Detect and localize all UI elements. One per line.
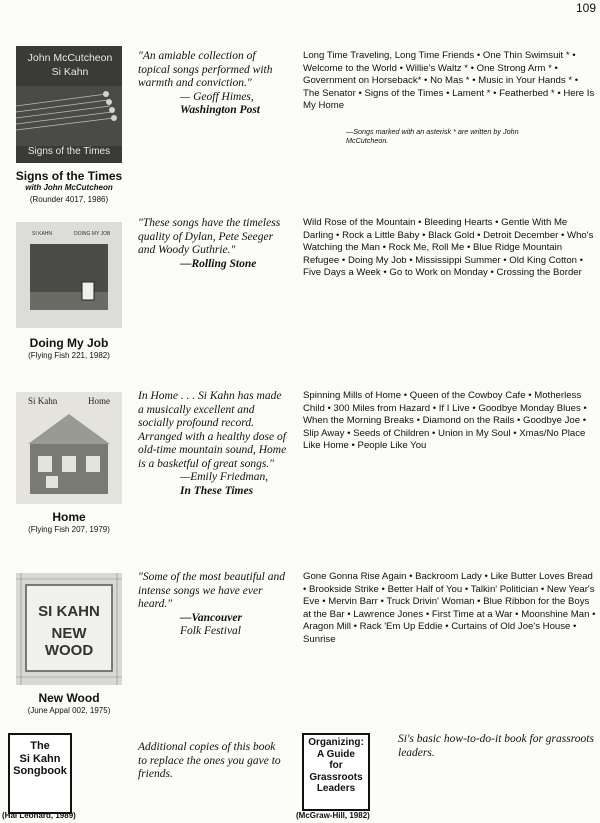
page-number: 109 xyxy=(575,1,596,15)
review-quote xyxy=(138,217,288,271)
book-cover-line: Grassroots xyxy=(309,771,363,783)
book-blurb: Additional copies of this book to replace the ones you gave to friends. xyxy=(138,741,281,780)
song-list: Spinning Mills of Home • Queen of the Cowboy Cafe • Motherless Child • 300 Miles from Hazard • If I Live • Goodbye Monday Blues • When the Morning Breaks • Diamond on the Rails • Goodbye Joe • Slip Away • Seeds of Children • Union in My Soul • Xmas/No Place Like Home • People Like You xyxy=(303,390,587,451)
song-list: Gone Gonna Rise Again • Backroom Lady • Like Butter Loves Bread • Brookside Strike • Better Half of You • Talkin' Politician • New Year's Eve • Mervin Barr • Truck Drivin' Woman • Blue Ribbon for the Boys at the Bar • Lawrence Jones • First Time at a War • Moonshine Man • Aragon Mill • Rack 'Em Up Eddie • Curtains of Old Joe's House • Sunrise xyxy=(303,571,596,645)
cover-album-title: NEW WOOD xyxy=(44,625,94,659)
quote-attribution: —Rolling Stone xyxy=(180,257,257,270)
book-publisher: (McGraw-Hill, 1982) xyxy=(296,811,370,820)
album-cover-signs-of-the-times xyxy=(16,46,122,163)
quote-attribution: — Geoff Himes, xyxy=(180,90,254,103)
review-quote xyxy=(138,50,288,118)
album-cover-doing-my-job xyxy=(16,222,122,328)
book-cover-line: for xyxy=(329,760,343,771)
quote-text: "Some of the most beautiful and intense songs we have ever heard." xyxy=(138,571,285,610)
cover-album-title: DOING MY JOB xyxy=(74,231,111,237)
album-title: Signs of the Times xyxy=(15,169,123,183)
quote-text: In Home . . . Si Kahn has made a musically excellent and socially profound record. Arranged with a healthy dose of old-time mountain sound, Home is a basketful of great songs." xyxy=(138,390,287,470)
album-title: Home xyxy=(52,510,86,524)
quote-text: "An amiable collection of topical songs performed with warmth and conviction." xyxy=(138,50,273,89)
book-blurb: Si's basic how-to-do-it book for grassroots leaders. xyxy=(398,733,594,759)
review-quote xyxy=(138,571,288,639)
cover-artist: Si Kahn xyxy=(28,396,58,406)
book-cover-si-kahn-songbook xyxy=(8,733,72,814)
quote-source: In These Times xyxy=(180,484,254,497)
cover-album-title: Home xyxy=(88,396,110,406)
album-title: Doing My Job xyxy=(29,336,109,350)
book-cover-line: A Guide xyxy=(317,748,355,760)
book-cover-line: Songbook xyxy=(13,765,67,777)
book-cover-line: Leaders xyxy=(316,783,356,794)
album-catalog: (Rounder 4017, 1986) xyxy=(29,195,109,204)
quote-text: "These songs have the timeless quality of Dylan, Pete Seeger and Woody Guthrie." xyxy=(138,217,281,256)
album-subtitle: with John McCutcheon xyxy=(25,183,113,192)
book-cover-line: Organizing: xyxy=(308,737,364,748)
cover-artist-1: John McCutcheon xyxy=(27,52,113,64)
cover-artist: SI KAHN xyxy=(38,603,100,620)
book-cover-organizing xyxy=(302,733,370,811)
album-catalog: (Flying Fish 221, 1982) xyxy=(28,351,110,360)
song-list: Long Time Traveling, Long Time Friends • One Thin Swimsuit * • Welcome to the World • Willie's Waltz * • One Strong Arm * • Government on Horseback* • No Mas * • Music in Your Hands * • The Senator • Signs of the Times • Lament * • Featherbed * • Here Is My Home xyxy=(303,50,595,111)
quote-source: Folk Festival xyxy=(180,625,241,637)
album-catalog: (June Appal 002, 1975) xyxy=(27,706,111,715)
review-quote xyxy=(138,390,288,498)
album-catalog: (Flying Fish 207, 1979) xyxy=(28,525,110,534)
album-cover-new-wood xyxy=(16,573,122,685)
book-publisher: (Hal Leonard, 1989) xyxy=(2,811,76,820)
quote-attribution: —Emily Friedman, xyxy=(180,471,269,483)
book-cover-line: The xyxy=(30,740,50,752)
song-list: Wild Rose of the Mountain • Bleeding Hearts • Gentle With Me Darling • Rock a Little Baby • Black Gold • Detroit December • Who's Watching the Man • Rock Me, Roll Me • Blue Ridge Mountain Refugee • Doing My Job • Mississippi Summer • Old King Cotton • Five Days a Week • Go to Work on Monday • Crossing the Border xyxy=(303,217,594,278)
night-house-illustration xyxy=(16,222,122,328)
quote-attribution: —Vancouver xyxy=(180,611,242,624)
house-illustration xyxy=(16,392,122,504)
cover-artist-2: Si Kahn xyxy=(51,66,89,78)
cover-artist: SI KAHN xyxy=(32,231,53,237)
songs-footnote: —Songs marked with an asterisk * are written by John McCutcheon. xyxy=(346,127,519,145)
quote-source: Washington Post xyxy=(180,104,260,116)
album-cover-home xyxy=(16,392,122,504)
cover-album-title: Signs of the Times xyxy=(27,146,111,157)
book-cover-line: Si Kahn xyxy=(19,752,61,765)
album-title: New Wood xyxy=(38,691,100,705)
